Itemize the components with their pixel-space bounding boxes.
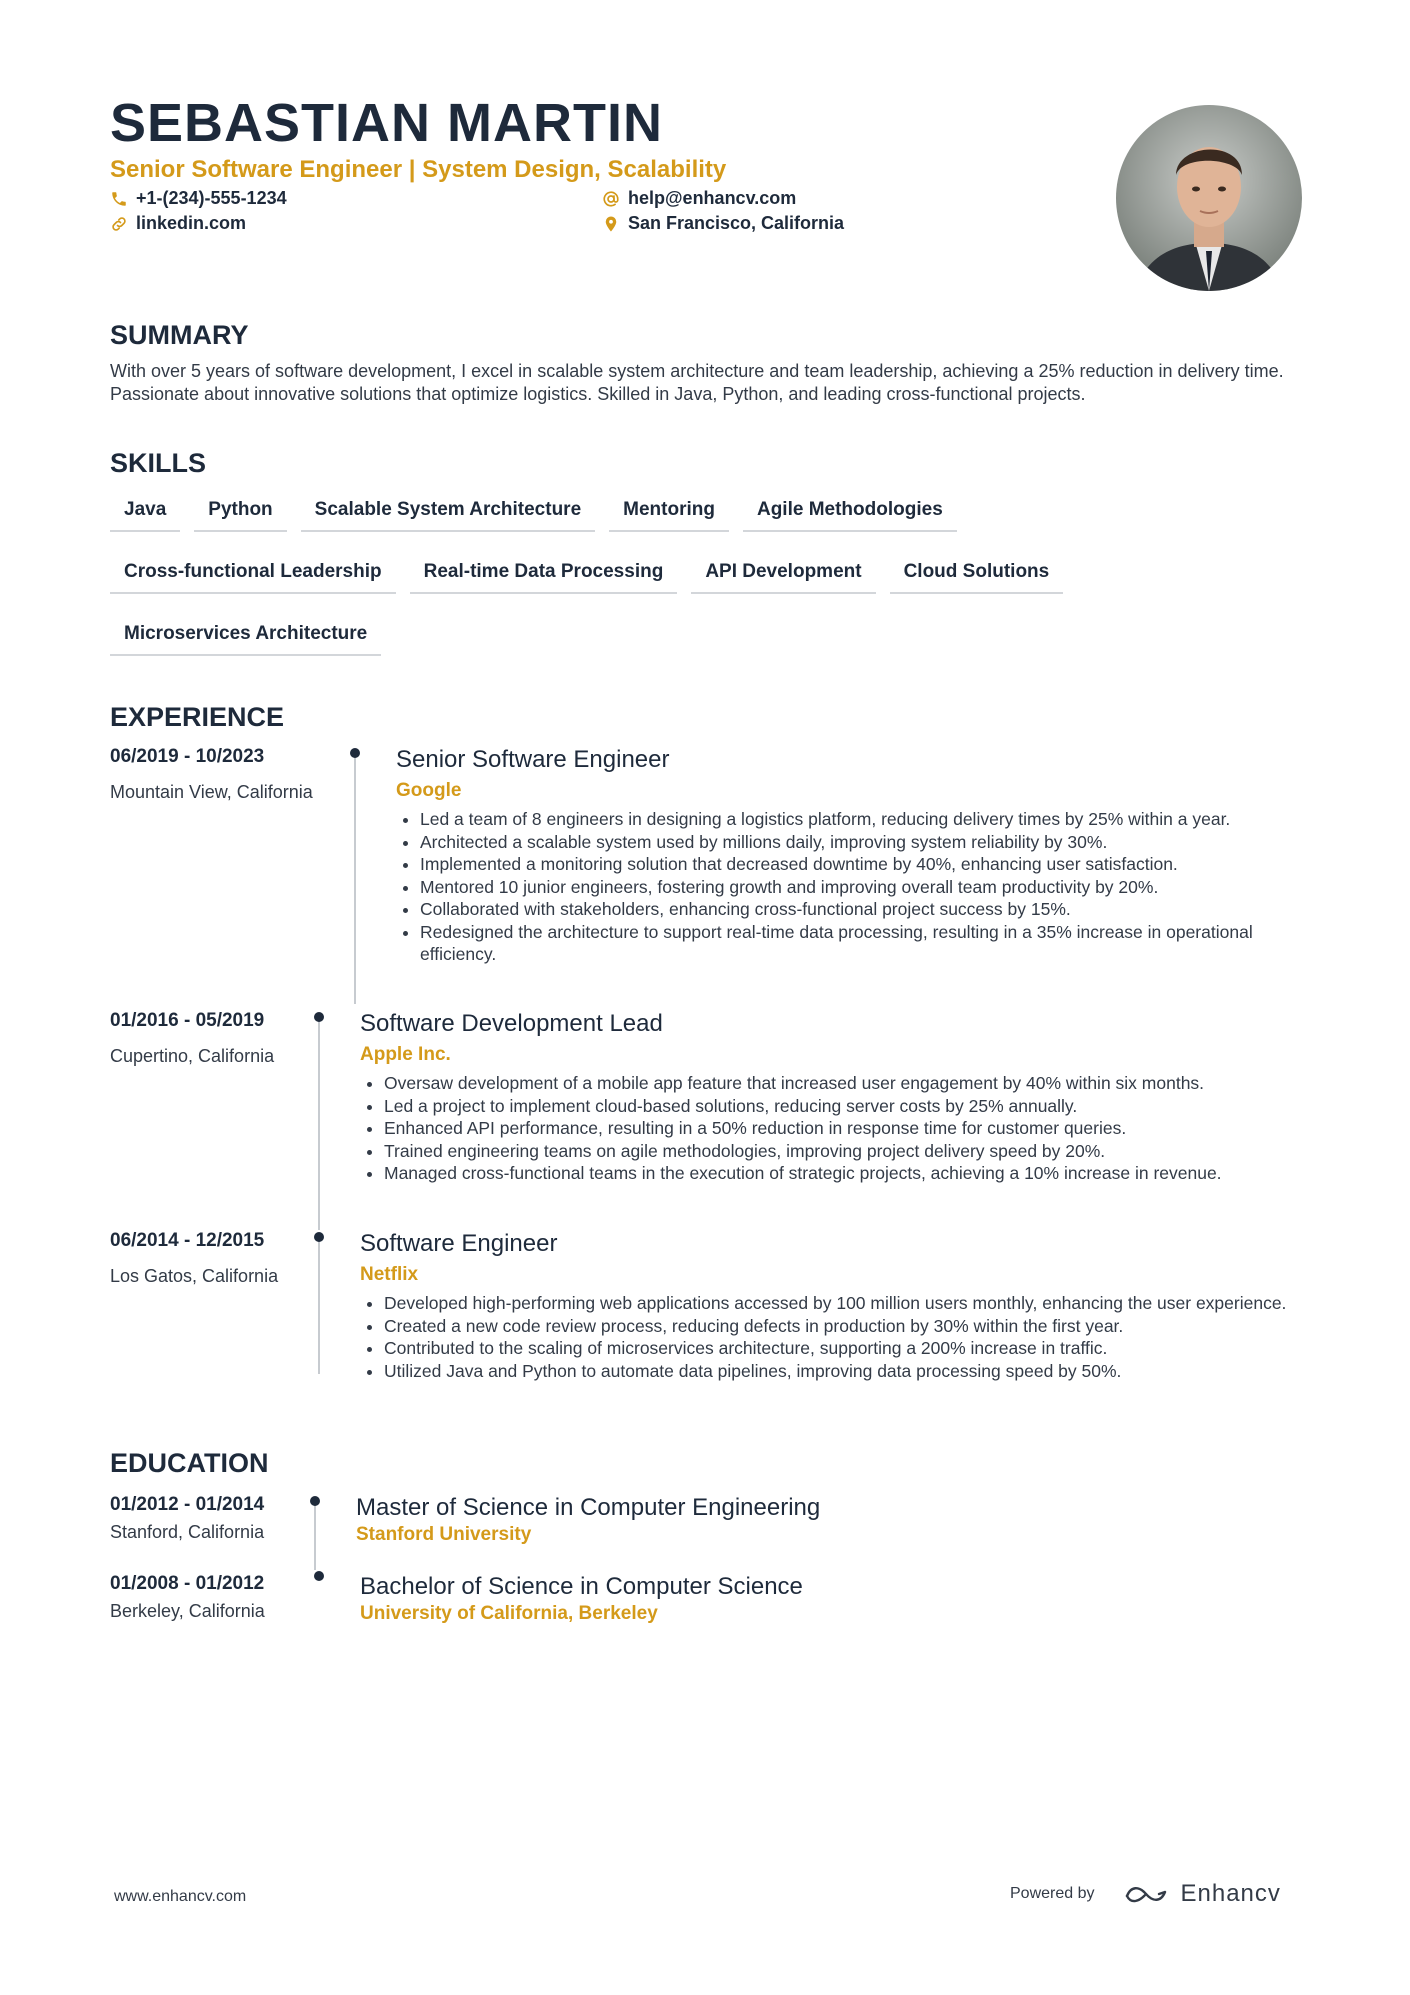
job-bullets — [396, 808, 1300, 966]
skill-tag: Real-time Data Processing — [410, 556, 678, 594]
education-dates: 01/2008 - 01/2012 — [110, 1573, 265, 1594]
job-bullet: • Created a new code review process, reducing defects in production by 30% within the first year. — [384, 1315, 1314, 1338]
education-dates: 01/2012 - 01/2014 — [110, 1494, 265, 1515]
job-company: Netflix — [360, 1264, 419, 1285]
location-text: San Francisco, California — [628, 213, 845, 233]
job-bullet: • Utilized Java and Python to automate data pipelines, improving data processing speed by 50%. — [384, 1360, 1314, 1383]
job-dates: 06/2014 - 12/2015 — [110, 1230, 265, 1251]
job-title: Software Engineer — [360, 1230, 558, 1257]
contact-phone — [110, 188, 287, 209]
job-dates: 06/2019 - 10/2023 — [110, 746, 265, 767]
link-icon — [110, 215, 128, 233]
phone-text: +1-(234)-555-1234 — [136, 188, 287, 208]
enhancv-logo-icon — [1123, 1882, 1169, 1906]
experience-item — [110, 1230, 1330, 1381]
summary-heading: SUMMARY — [110, 320, 249, 350]
job-bullets — [360, 1072, 1314, 1185]
education-heading: EDUCATION — [110, 1448, 269, 1478]
experience-heading: EXPERIENCE — [110, 702, 285, 732]
education-degree: Master of Science in Computer Engineering — [356, 1494, 821, 1521]
education-location: Stanford, California — [110, 1522, 265, 1542]
education-item — [110, 1494, 1110, 1568]
timeline-line — [318, 1020, 320, 1230]
job-location: Cupertino, California — [110, 1046, 275, 1066]
timeline-dot — [314, 1232, 324, 1242]
job-bullet: • Contributed to the scaling of microservices architecture, supporting a 200% increase in traffic. — [384, 1337, 1314, 1360]
experience-item — [110, 746, 1330, 1006]
skill-tag: Mentoring — [609, 494, 729, 532]
footer-website[interactable]: www.enhancv.com — [114, 1888, 247, 1905]
powered-by-label: Powered by — [1010, 1885, 1095, 1902]
job-dates: 01/2016 - 05/2019 — [110, 1010, 265, 1031]
contact-location — [602, 213, 844, 234]
timeline-line — [318, 1240, 320, 1374]
timeline-dot — [310, 1496, 320, 1506]
at-icon — [602, 190, 620, 208]
job-bullet: • Mentored 10 junior engineers, fostering growth and improving overall team productivity by 20%. — [420, 876, 1300, 899]
skill-tag: Cloud Solutions — [890, 556, 1064, 594]
footer-branding — [1010, 1880, 1281, 1908]
job-bullet: • Collaborated with stakeholders, enhancing cross-functional project success by 15%. — [420, 898, 1300, 921]
education-school: Stanford University — [356, 1524, 532, 1545]
timeline-dot — [314, 1571, 324, 1581]
skill-tag: API Development — [691, 556, 875, 594]
job-company: Apple Inc. — [360, 1044, 451, 1065]
location-pin-icon — [602, 215, 620, 233]
job-bullet: • Implemented a monitoring solution that decreased downtime by 40%, enhancing user satisfaction. — [420, 853, 1300, 876]
skill-tag: Agile Methodologies — [743, 494, 957, 532]
skill-tag: Cross-functional Leadership — [110, 556, 396, 594]
skill-tag: Scalable System Architecture — [301, 494, 595, 532]
summary-text: With over 5 years of software development, I excel in scalable system architecture and team leadership, achieving a 25% reduction in delivery time. Passionate about innovative solutions that optimize logistics. Skilled in Java, Python, and leading cross-functional projects. — [110, 361, 1284, 404]
job-bullet: • Oversaw development of a mobile app feature that increased user engagement by 40% within six months. — [384, 1072, 1314, 1095]
profile-photo — [1116, 105, 1302, 291]
timeline-line — [354, 756, 356, 1004]
contact-linkedin[interactable] — [110, 213, 246, 234]
job-title: Software Development Lead — [360, 1010, 663, 1037]
education-degree: Bachelor of Science in Computer Science — [360, 1573, 803, 1600]
timeline-line — [314, 1504, 316, 1570]
experience-item — [110, 1010, 1330, 1230]
job-bullet: • Managed cross-functional teams in the execution of strategic projects, achieving a 10% increase in revenue. — [384, 1162, 1314, 1185]
linkedin-text[interactable]: linkedin.com — [136, 213, 247, 233]
skill-tag: Microservices Architecture — [110, 618, 381, 656]
brand-wordmark: Enhancv — [1180, 1880, 1281, 1907]
job-company: Google — [396, 780, 462, 801]
skills-list — [110, 494, 1190, 656]
timeline-dot — [350, 748, 360, 758]
job-bullet: • Architected a scalable system used by millions daily, improving system reliability by 30%. — [420, 831, 1300, 854]
phone-icon — [110, 190, 128, 208]
job-bullet: • Redesigned the architecture to support real-time data processing, resulting in a 35% increase in operational efficiency. — [420, 921, 1300, 966]
skill-tag: Python — [194, 494, 286, 532]
contact-email[interactable] — [602, 188, 796, 209]
job-bullet: • Developed high-performing web applications accessed by 100 million users monthly, enhancing the user experience. — [384, 1292, 1314, 1315]
job-bullet: • Led a team of 8 engineers in designing a logistics platform, reducing delivery times by 25% within a year. — [420, 808, 1300, 831]
education-location: Berkeley, California — [110, 1601, 265, 1621]
job-location: Mountain View, California — [110, 782, 313, 802]
skills-heading: SKILLS — [110, 448, 207, 478]
job-bullet: • Enhanced API performance, resulting in a 50% reduction in response time for customer queries. — [384, 1117, 1314, 1140]
candidate-headline: Senior Software Engineer | System Design, Scalability — [110, 156, 727, 183]
education-school: University of California, Berkeley — [360, 1603, 658, 1624]
job-bullet: • Led a project to implement cloud-based solutions, reducing server costs by 25% annually. — [384, 1095, 1314, 1118]
email-text[interactable]: help@enhancv.com — [628, 188, 797, 208]
skill-tag: Java — [110, 494, 180, 532]
candidate-name: SEBASTIAN MARTIN — [110, 93, 663, 153]
job-title: Senior Software Engineer — [396, 746, 670, 773]
job-bullet: • Trained engineering teams on agile methodologies, improving project delivery speed by 20%. — [384, 1140, 1314, 1163]
job-location: Los Gatos, California — [110, 1266, 279, 1286]
education-item — [110, 1573, 1110, 1633]
job-bullets — [360, 1292, 1314, 1382]
timeline-dot — [314, 1012, 324, 1022]
